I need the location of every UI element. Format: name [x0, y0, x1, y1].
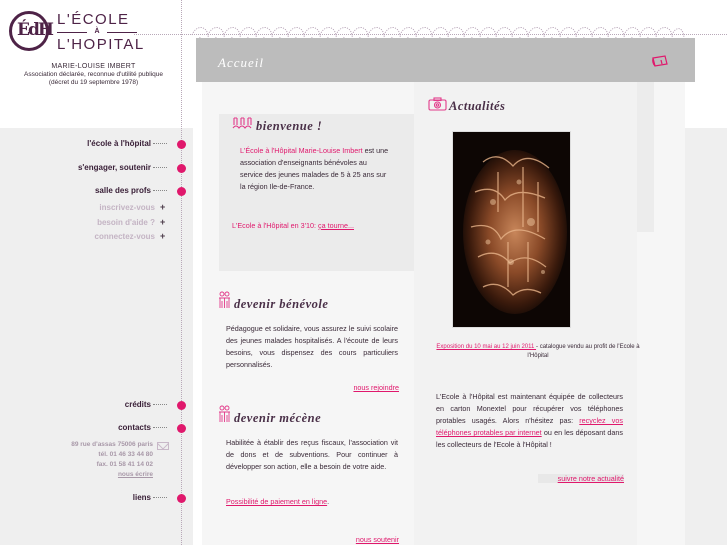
nav-label: salle des profs: [94, 186, 151, 195]
patrons-icon: [218, 405, 231, 423]
video-link[interactable]: ça tourne...: [318, 221, 354, 230]
logo-subtitle: [6, 63, 181, 87]
nav-label: contacts: [118, 423, 151, 432]
nav-dots: [153, 167, 167, 168]
camera-icon: [428, 97, 447, 111]
news-column-strip: [637, 82, 654, 232]
contact-tel: tél. 01 46 33 44 80: [98, 451, 153, 458]
news-text: [436, 391, 623, 451]
online-payment-link[interactable]: Possibilité de paiement en ligne: [226, 497, 328, 506]
news-title: Actualités: [449, 99, 506, 113]
nav-item-liens[interactable]: [133, 493, 167, 502]
vertical-dotted-divider: [181, 0, 182, 545]
nav-item-engager-soutenir[interactable]: [78, 163, 167, 172]
page-title: Accueil: [218, 55, 264, 70]
right-band: [685, 128, 727, 545]
nav-bullet-icon[interactable]: [177, 494, 186, 503]
plus-icon[interactable]: +: [160, 231, 166, 241]
follow-news-link[interactable]: suivre notre actualité: [538, 474, 624, 483]
news-text-after: ou en les déposant dans les collecteurs de l'Ecole à l'Hôpital !: [436, 428, 623, 449]
logo-subtitle-line2: (décret du 19 septembre 1978): [48, 79, 139, 86]
join-us-link[interactable]: nous rejoindre: [353, 383, 399, 392]
nav-item-credits[interactable]: [125, 400, 167, 409]
patron-text: Habilitée à établir des reçus fiscaux, l'association vit de dons et de subventions. Pour continuer à développer son action, elle a besoin de votre aide.: [226, 438, 398, 471]
nav-subitem-connectez-vous[interactable]: connectez-vous: [94, 232, 155, 241]
exhibition-link[interactable]: Exposition du 10 mai au 12 juin 2011: [436, 344, 537, 350]
contact-fax: fax. 01 58 41 14 02: [96, 461, 153, 468]
artwork-caption: [432, 343, 644, 361]
support-us-link[interactable]: nous soutenir: [355, 535, 399, 544]
contact-address: 89 rue d'assas 75006 paris: [71, 441, 153, 448]
plus-icon[interactable]: +: [160, 202, 166, 212]
envelope-icon[interactable]: [157, 442, 169, 450]
nav-dots: [153, 190, 167, 191]
children-icon: [232, 117, 254, 131]
nav-bullet-icon[interactable]: [177, 140, 186, 149]
exhibition-artwork-image[interactable]: [452, 131, 571, 328]
logo-emblem-icon: [9, 11, 52, 51]
schoolbag-icon[interactable]: [651, 54, 669, 68]
nav-bullet-icon[interactable]: [177, 401, 186, 410]
nav-dots: [153, 497, 167, 498]
payment-line: [226, 496, 398, 508]
header-bar: [196, 38, 695, 82]
logo-title-line2: L'HOPITAL: [57, 36, 145, 53]
welcome-description: est une association d'enseignants bénévoles au service des jeunes malades de 5 à 25 ans sur la région Ile-de-France.: [240, 146, 389, 191]
nav-bullet-icon[interactable]: [177, 187, 186, 196]
recycle-phones-link[interactable]: recyclez vos téléphones protables par internet: [436, 416, 623, 437]
payment-suffix: .: [327, 497, 330, 506]
nav-label: crédits: [124, 400, 151, 409]
plus-icon[interactable]: +: [160, 217, 166, 227]
welcome-text: [240, 145, 390, 193]
news-text-before: L'Ecole à l'Hôpital est maintenant équipée de collecteurs en carton Monextel pour récupérer vos téléphones protables usagés. Alors n'hésitez pas:: [436, 392, 623, 425]
nav-bullet-icon[interactable]: [177, 424, 186, 433]
volunteers-icon: [218, 291, 231, 309]
write-us-link[interactable]: nous écrire: [117, 471, 153, 478]
caption-text: - catalogue vendu au profit de l'Ecole à l'Hôpital: [527, 344, 640, 359]
nav-dots: [153, 143, 167, 144]
nav-subitem-inscrivez-vous[interactable]: inscrivez-vous: [99, 203, 155, 212]
nav-label: l'école à l'hôpital: [87, 139, 151, 148]
volunteer-title: devenir bénévole: [234, 297, 329, 311]
patron-title: devenir mécène: [234, 411, 322, 425]
logo-emblem-text: ÉdH: [17, 20, 52, 40]
logo-subtitle-line1: Association déclarée, reconnue d'utilité publique: [24, 71, 163, 78]
volunteer-text: Pédagogue et solidaire, vous assurez le suivi scolaire des jeunes malades hospitalisés. A l'écoute de leurs besoins, vous dispensez des cours particuliers personnalisés.: [226, 324, 398, 369]
logo[interactable]: [6, 8, 181, 118]
nav-item-salle-des-profs[interactable]: [95, 186, 167, 195]
welcome-title: bienvenue !: [256, 119, 323, 133]
association-name: L'École à l'Hôpital Marie-Louise Imbert: [240, 146, 363, 155]
video-prefix: L'Ecole à l'Hôpital en 3'10:: [232, 221, 319, 230]
video-line: [232, 220, 402, 232]
nav-label: s'engager, soutenir: [77, 163, 151, 172]
nav-subitem-besoin-aide[interactable]: besoin d'aide ?: [97, 218, 155, 227]
nav-dots: [153, 404, 167, 405]
nav-label: liens: [132, 493, 151, 502]
nav-item-ecole-hopital[interactable]: [87, 139, 167, 148]
logo-title-a: À: [57, 28, 137, 35]
nav-item-contacts[interactable]: [118, 423, 167, 432]
nav-dots: [153, 427, 167, 428]
artwork-sculpture-icon: [453, 132, 571, 328]
logo-title-line1: L'ÉCOLE: [57, 11, 130, 28]
logo-name: MARIE-LOUISE IMBERT: [51, 63, 136, 70]
nav-bullet-icon[interactable]: [177, 164, 186, 173]
